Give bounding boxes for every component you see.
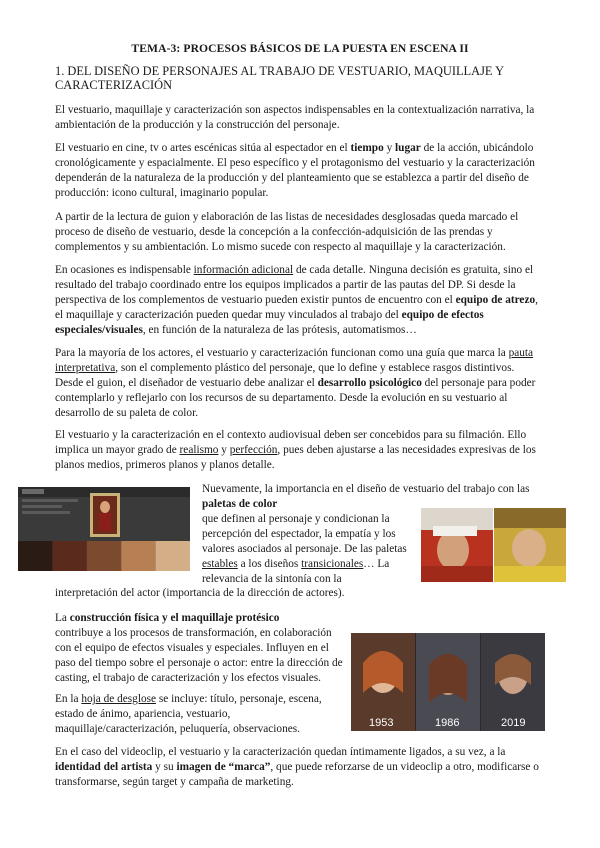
- paragraph-breakdown-sheet: En la hoja de desglose se incluye: título, personaje, escena, estado de ánimo, apariencia, vestuario, maquillaje/caracterización, peluquería, observaciones.: [55, 693, 322, 735]
- paragraph-design-process: A partir de la lectura de guion y elaboración de las listas de necesidades desglosadas queda marcado el proceso de diseño de vestuario, desde la concepción a la confección-adquisición de las prendas y complementos y su ambientación. Lo mismo sucede con respecto al maquillaje y la caracterización.: [55, 211, 519, 253]
- palette-swatch: [52, 541, 86, 571]
- paragraph-palettes-end: interpretación del actor (importancia de la dirección de actores).: [55, 587, 345, 599]
- character-stills-image: [421, 508, 566, 582]
- paragraph-palettes-body: que definen al personaje y condicionan la percepción del espectador, la empatía y los valores asociados al personaje. De las paletas estables a los diseños transicionales… La relevancia de la sintonía con la: [202, 513, 407, 585]
- paragraph-palettes-wrap: Nuevamente, la importancia en el diseño de vestuario del trabajo con las paletas de color: [202, 483, 530, 510]
- year-label-2: 1986: [435, 717, 460, 729]
- palette-swatch: [156, 541, 190, 571]
- paragraph-physical-construction-line1: La construcción física y el maquillaje protésico: [55, 612, 280, 624]
- palette-swatch: [121, 541, 155, 571]
- palette-swatch: [18, 541, 52, 571]
- palette-swatch: [87, 541, 121, 571]
- paragraph-videoclip: En el caso del videoclip, el vestuario y la caracterización quedan íntimamente ligados, a su vez, a la identidad del artista y su imagen de “marca”, que puede reforzarse de un videoclip a otro, modificarse o transformarse, según target y campaña de marketing.: [55, 746, 539, 788]
- paragraph-time-place: El vestuario en cine, tv o artes escénicas sitúa al espectador en el tiempo y lugar de la acción, ubicándolo cronológicamente y espacialmente. El peso específico y el protagonismo del vestuario y la caracterización dependerán de la naturaleza de la producción y del planteamiento que se establezca a partir del diseño de producción: icono cultural, imaginario popular.: [55, 142, 535, 199]
- paragraph-physical-construction-body: contribuye a los procesos de transformación, en colaboración con el equipo de efectos visuales y especiales. Influyen en el paso del tiempo sobre el personaje o actor: entre la dirección de casting, el trabajo de caracterización y los efectos visuales.: [55, 627, 343, 684]
- paragraph-intro: El vestuario, maquillaje y caracterización son aspectos indispensables en la contextualización narrativa, la ambientación de la producción y la construcción del personaje.: [55, 104, 535, 131]
- aging-gallery-image: [351, 633, 545, 731]
- year-label-1: 1953: [369, 717, 394, 729]
- paragraph-actors-guide: Para la mayoría de los actores, el vestuario y caracterización funcionan como una guía que marca la pauta interpretativa, son el complemento plástico del personaje, que lo define y establece rasgos distintivos. Desde el guion, el diseñador de vestuario debe analizar el desarrollo psicológico del personaje para poder contemplarlo y reflejarlo con los recursos de su departamento. Desde la evolución en su vestuario al desarrollo de su paleta de color.: [55, 347, 536, 419]
- section-heading: 1. DEL DISEÑO DE PERSONAJES AL TRABAJO DE VESTUARIO, MAQUILLAJE Y CARACTERIZACIÓN: [55, 64, 504, 92]
- paragraph-coordination: En ocasiones es indispensable información adicional de cada detalle. Ninguna decisión es gratuita, sino el resultado del trabajo coordinado entre los equipos implicados a partir de las pautas del DP. Si desde la perspectiva de los complementos de vestuario pueden existir puntos de encuentro con el equipo de atrezo, el maquillaje y caracterización pueden quedar muy vinculados al trabajo del equipo de efectos especiales/visuales, en función de la naturaleza de las prótesis, automatismos…: [55, 264, 538, 336]
- paragraph-filming: El vestuario y la caracterización en el contexto audiovisual deben ser concebidos para su filmación. Ello implica un mayor grado de realismo y perfección, pues deben ajustarse a las necesidades expresivas de los planos medios, primeros planos y planos detalle.: [55, 429, 536, 471]
- year-label-3: 2019: [501, 717, 526, 729]
- color-palette-image: [18, 487, 190, 571]
- document-title: TEMA-3: PROCESOS BÁSICOS DE LA PUESTA EN ESCENA II: [131, 42, 469, 55]
